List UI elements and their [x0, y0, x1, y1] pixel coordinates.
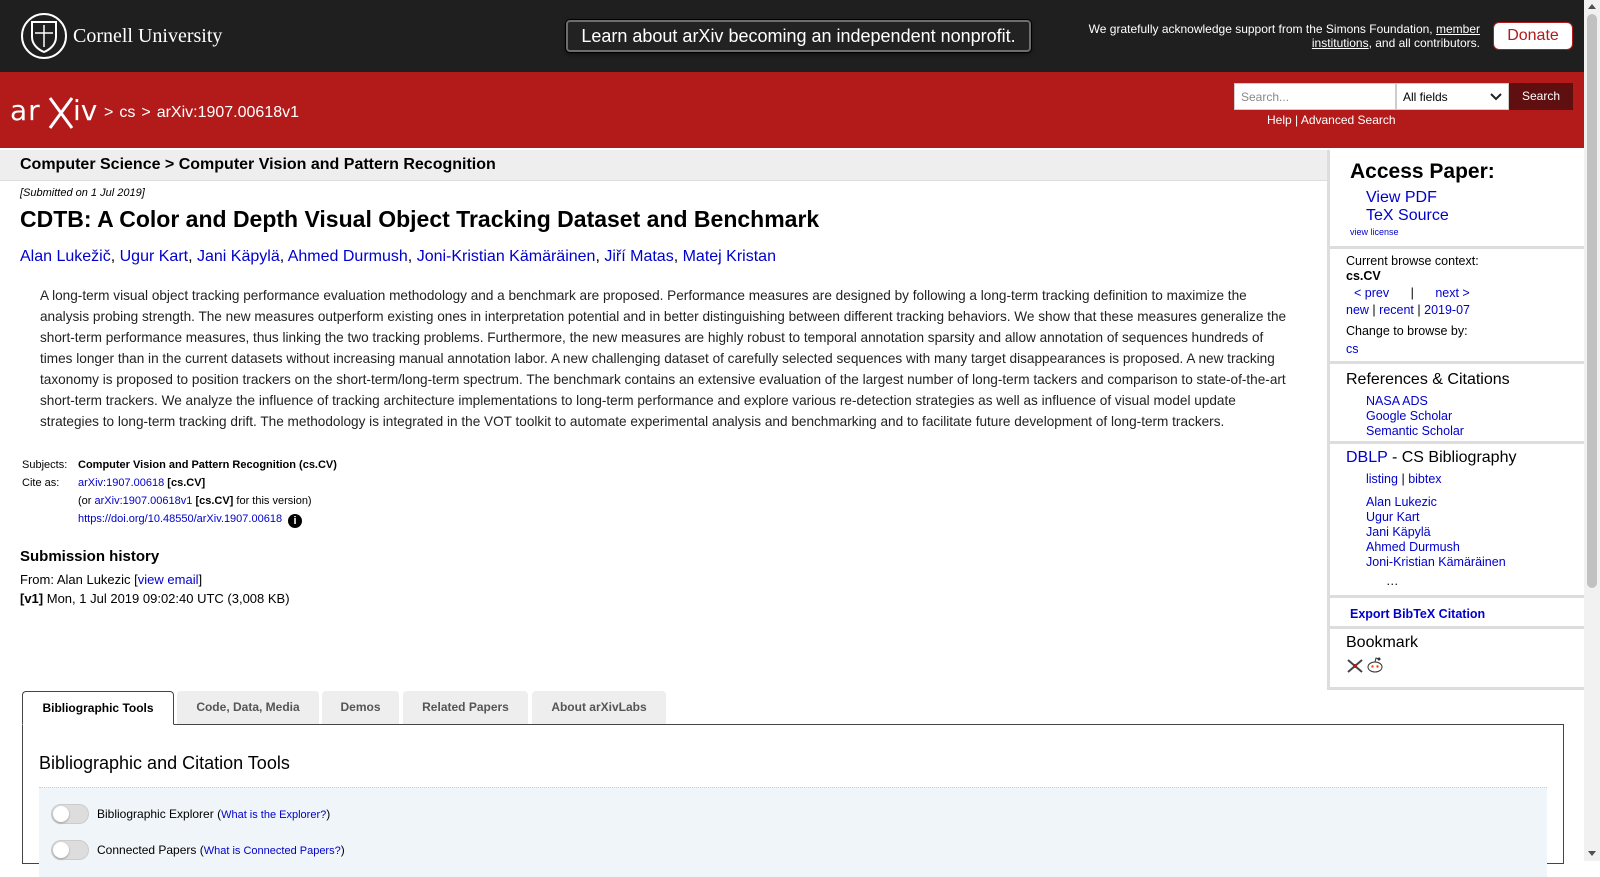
author-link[interactable]: Jiří Matas — [604, 248, 674, 265]
bibsonomy-icon[interactable] — [1346, 658, 1364, 679]
dblp-author-link[interactable]: Jani Käpylä — [1366, 525, 1431, 539]
browse-cs-link[interactable]: cs — [1346, 342, 1359, 356]
dblp-author-link[interactable]: Ugur Kart — [1366, 510, 1420, 524]
announcement-link[interactable]: Learn about arXiv becoming an independent nonprofit. — [566, 20, 1031, 52]
info-icon[interactable]: i — [288, 514, 302, 528]
support-text: We gratefully acknowledge support from the Simons Foundation, member institutions, and all contributors. — [1088, 22, 1480, 50]
export-bibtex-link[interactable]: Export BibTeX Citation — [1350, 607, 1486, 621]
scroll-down-icon[interactable] — [1588, 851, 1596, 856]
connected-papers-toggle[interactable] — [51, 840, 89, 860]
paper-title: CDTB: A Color and Depth Visual Object Tracking Dataset and Benchmark — [20, 206, 820, 232]
prev-next-nav: < prev | next > — [1354, 286, 1470, 300]
bibtex-link[interactable]: bibtex — [1408, 472, 1442, 486]
google-scholar-link[interactable]: Google Scholar — [1366, 409, 1453, 423]
divider — [1330, 441, 1586, 444]
references-title: References & Citations — [1346, 371, 1510, 388]
dblp-author-link[interactable]: Ahmed Durmush — [1366, 540, 1460, 554]
explorer-label: Bibliographic Explorer (What is the Explorer?) — [97, 807, 331, 821]
nasa-ads-link[interactable]: NASA ADS — [1366, 394, 1428, 408]
divider — [1330, 595, 1586, 598]
browse-links: new | recent | 2019-07 — [1346, 303, 1470, 317]
panel-title: Bibliographic and Citation Tools — [39, 753, 290, 773]
reddit-icon[interactable] — [1366, 656, 1384, 679]
tools-box — [39, 787, 1547, 877]
search-field-select[interactable]: All fields — [1396, 83, 1509, 110]
cornell-logo[interactable] — [21, 13, 222, 59]
member-institutions-link[interactable]: member institutions — [1311, 22, 1480, 50]
dblp-links: listing | bibtex — [1366, 472, 1442, 486]
dblp-link[interactable]: DBLP — [1346, 449, 1388, 466]
version-v1: [v1] Mon, 1 Jul 2019 09:02:40 UTC (3,008 KB) — [20, 591, 290, 606]
scrollbar-thumb[interactable] — [1587, 14, 1597, 588]
tab-code-data-media[interactable]: Code, Data, Media — [177, 691, 319, 724]
author-link[interactable]: Matej Kristan — [682, 248, 776, 265]
author-link[interactable]: Jani Käpylä — [197, 248, 280, 265]
explorer-toggle[interactable] — [51, 804, 89, 824]
what-is-explorer-link[interactable]: What is the Explorer? — [221, 809, 327, 821]
chevron-down-icon — [1490, 93, 1502, 101]
submission-from: From: Alan Lukezic [view email] — [20, 572, 203, 587]
cornell-name: Cornell University — [73, 24, 223, 47]
dblp-title: DBLP - CS Bibliography — [1346, 449, 1517, 466]
divider — [1330, 361, 1586, 364]
search-input[interactable]: Search... — [1234, 83, 1396, 110]
sidebar-bottom-divider — [1327, 687, 1585, 690]
abstract: A long-term visual object tracking performance evaluation methodology and a benchmark are proposed. Performance measures are designed by following a long-term tracking definition to maximize the analysis probing strength. The new measures outperform existing ones in interpretation potential and in better distinguishing between different tracking behaviors. We show that these measures generalize the short-term performance measures, thus linking the two tracking problems. Furthermore, the new measures are highly robust to temporal annotation sparsity and allow annotation of sequences hundreds of times longer than in the current datasets without increasing manual annotation labor. A new challenging dataset of carefully selected sequences with many target disappearances is proposed. A new tracking taxonomy is proposed to position trackers on the short-term/long-term spectrum. The benchmark contains an extensive evaluation of the largest number of long-term tackers and comparison to state-of-the-art short-term trackers. We analyze the influence of tracking architecture implementations to long-term performance and explore various re-detection strategies as well as influence of visual model update strategies to long-term tracking drift. The methodology is integrated in the VOT toolkit to automate experimental analysis and benchmarking and to facilitate future development of long-term trackers. — [40, 288, 1287, 429]
cite-version-link[interactable]: arXiv:1907.00618v1 — [94, 495, 193, 507]
connected-papers-label: Connected Papers (What is Connected Papers?) — [97, 843, 345, 857]
advanced-search-link[interactable]: Advanced Search — [1300, 113, 1396, 127]
dblp-more: … — [1386, 574, 1399, 588]
submission-history-title: Submission history — [20, 548, 160, 565]
author-link[interactable]: Ahmed Durmush — [287, 248, 408, 265]
search-button[interactable]: Search — [1509, 83, 1573, 110]
tex-source-link[interactable]: TeX Source — [1366, 207, 1449, 224]
breadcrumb-paper-id: arXiv:1907.00618v1 — [156, 104, 300, 121]
cornell-seal-icon — [21, 13, 67, 59]
date-link[interactable]: 2019-07 — [1424, 303, 1470, 317]
breadcrumb-cs[interactable]: cs — [119, 104, 136, 121]
metadata-table: Subjects: Computer Vision and Pattern Recognition (cs.CV) Cite as: arXiv:1907.00618 [cs.CV] (or arXiv:1907.00618v1 [cs.CV] for this version) https://doi.org/10.48550/arXiv.1907.00618 i — [20, 456, 339, 531]
bookmark-title: Bookmark — [1346, 634, 1419, 651]
doi-link[interactable]: https://doi.org/10.48550/arXiv.1907.00618 — [78, 513, 283, 525]
breadcrumb: > cs > arXiv:1907.00618v1 — [104, 104, 300, 121]
svg-text:ar: ar — [10, 94, 41, 127]
divider — [1330, 626, 1586, 629]
arxiv-logo[interactable] — [10, 92, 100, 137]
cite-id-link[interactable]: arXiv:1907.00618 — [78, 477, 165, 489]
divider — [1330, 246, 1586, 249]
browse-context: cs.CV — [1346, 269, 1381, 283]
subjects-value: Computer Vision and Pattern Recognition (cs.CV) — [78, 459, 337, 471]
svg-text:iv: iv — [73, 94, 98, 127]
subject-header: Computer Science > Computer Vision and Pattern Recognition — [0, 150, 1327, 181]
what-is-connected-papers-link[interactable]: What is Connected Papers? — [203, 845, 341, 857]
semantic-scholar-link[interactable]: Semantic Scholar — [1366, 424, 1464, 438]
donate-button[interactable]: Donate — [1493, 22, 1573, 50]
browse-context-label: Current browse context: — [1346, 254, 1479, 268]
tab-related-papers[interactable]: Related Papers — [403, 691, 528, 724]
access-paper-title: Access Paper: — [1350, 160, 1495, 183]
tab-panel — [22, 724, 1564, 864]
view-license-link[interactable]: view license — [1350, 227, 1399, 237]
recent-link[interactable]: recent — [1379, 303, 1414, 317]
sidebar — [1327, 150, 1585, 690]
cite-label: Cite as: — [22, 477, 60, 489]
author-link[interactable]: Ugur Kart — [119, 248, 189, 265]
change-browse-label: Change to browse by: — [1346, 324, 1468, 338]
listing-link[interactable]: listing — [1366, 472, 1398, 486]
next-link[interactable]: next > — [1435, 286, 1470, 300]
dblp-author-link[interactable]: Joni-Kristian Kämäräinen — [1366, 555, 1506, 569]
author-list: Alan Lukežič, Ugur Kart, Jani Käpylä, Ahmed Durmush, Joni-Kristian Kämäräinen, Jiří Matas, Matej Kristan — [20, 248, 776, 265]
subjects-label: Subjects: — [22, 459, 68, 471]
page-scrollbar[interactable] — [1584, 0, 1600, 861]
scroll-up-icon[interactable] — [1588, 4, 1596, 9]
prev-link[interactable]: < prev — [1354, 286, 1390, 300]
help-link[interactable]: Help — [1267, 113, 1292, 127]
tab-about-arxivlabs[interactable]: About arXivLabs — [532, 691, 666, 724]
tab-demos[interactable]: Demos — [322, 691, 399, 724]
dblp-author-link[interactable]: Alan Lukezic — [1366, 495, 1437, 509]
view-email-link[interactable]: view email — [137, 572, 199, 587]
new-link[interactable]: new — [1346, 303, 1369, 317]
author-link[interactable]: Alan Lukežič — [20, 248, 111, 265]
top-banner — [0, 0, 1584, 72]
view-pdf-link[interactable]: View PDF — [1366, 189, 1437, 206]
submission-date: [Submitted on 1 Jul 2019] — [20, 187, 145, 199]
author-link[interactable]: Joni-Kristian Kämäräinen — [416, 248, 596, 265]
tab-bibliographic-tools[interactable]: Bibliographic Tools — [22, 691, 174, 725]
search-help-links: Help | Advanced Search — [1267, 113, 1396, 127]
